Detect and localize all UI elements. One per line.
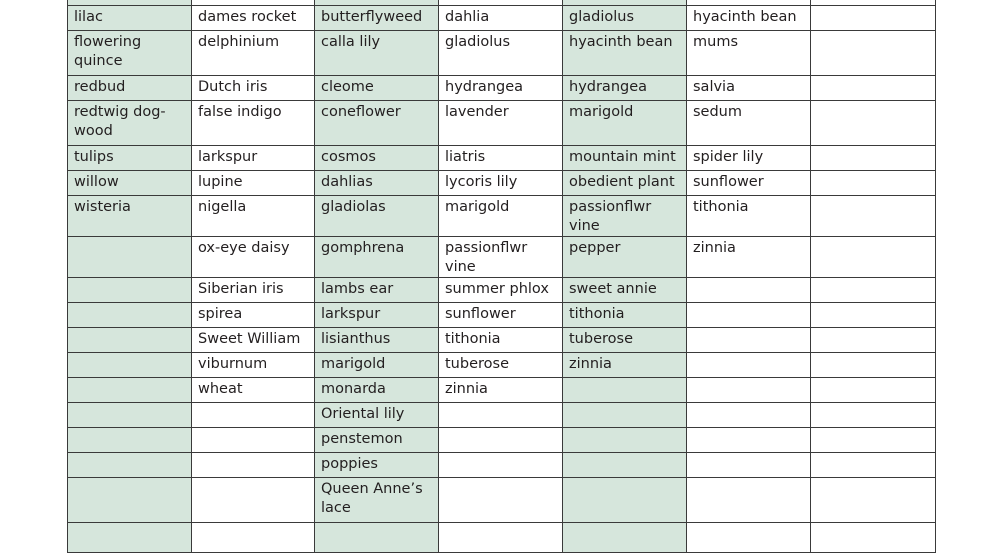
table-cell: lilac — [68, 6, 192, 31]
table-cell: sunflower — [439, 303, 563, 328]
plant-table — [67, 0, 936, 553]
table-cell: gladiolus — [563, 6, 687, 31]
table-cell — [439, 523, 563, 553]
table-cell: Sweet William — [192, 328, 315, 353]
table-cell — [563, 428, 687, 453]
table-cell: dahlias — [315, 171, 439, 196]
table-cell: dahlia — [439, 6, 563, 31]
table-cell — [687, 403, 811, 428]
table-cell — [811, 278, 936, 303]
table-cell — [687, 303, 811, 328]
table-row — [68, 237, 936, 278]
table-cell — [192, 453, 315, 478]
table-row — [68, 328, 936, 353]
table-cell: gladiolas — [315, 196, 439, 237]
table-cell — [68, 278, 192, 303]
table-cell — [687, 328, 811, 353]
table-cell: lisianthus — [315, 328, 439, 353]
table-cell: obedient plant — [563, 171, 687, 196]
table-cell — [687, 353, 811, 378]
table-cell: mums — [687, 31, 811, 76]
table-row — [68, 196, 936, 237]
table-cell — [811, 523, 936, 553]
table-cell — [68, 328, 192, 353]
table-row — [68, 278, 936, 303]
table-cell — [68, 523, 192, 553]
table-cell: hyacinth bean — [563, 31, 687, 76]
table-row — [68, 31, 936, 76]
table-cell: butterflyweed — [315, 6, 439, 31]
table-cell — [811, 171, 936, 196]
table-cell — [811, 101, 936, 146]
table-cell: calla lily — [315, 31, 439, 76]
table-cell: sweet annie — [563, 278, 687, 303]
table-cell: liatris — [439, 146, 563, 171]
table-cell — [192, 478, 315, 523]
table-cell — [811, 237, 936, 278]
table-row — [68, 523, 936, 553]
table-cell: penstemon — [315, 428, 439, 453]
table-cell: tuberose — [563, 328, 687, 353]
table-cell: hydrangea — [563, 76, 687, 101]
table-cell — [68, 453, 192, 478]
table-cell — [811, 428, 936, 453]
table-cell: lavender — [439, 101, 563, 146]
table-cell: zinnia — [687, 237, 811, 278]
table-row — [68, 101, 936, 146]
table-row — [68, 428, 936, 453]
table-cell: cleome — [315, 76, 439, 101]
table-cell: poppies — [315, 453, 439, 478]
table-row — [68, 146, 936, 171]
table-cell: marigold — [439, 196, 563, 237]
table-cell: pepper — [563, 237, 687, 278]
table-cell: delphinium — [192, 31, 315, 76]
table-cell: Oriental lily — [315, 403, 439, 428]
table-cell: larkspur — [315, 303, 439, 328]
table-cell — [563, 453, 687, 478]
table-cell — [687, 478, 811, 523]
table-cell — [192, 428, 315, 453]
table-cell — [563, 403, 687, 428]
table-cell: zinnia — [563, 353, 687, 378]
table-cell: monarda — [315, 378, 439, 403]
table-cell: nigella — [192, 196, 315, 237]
table-cell: willow — [68, 171, 192, 196]
table-cell: tulips — [68, 146, 192, 171]
table-cell: hyacinth bean — [687, 6, 811, 31]
table-cell — [811, 303, 936, 328]
table-cell: tithonia — [439, 328, 563, 353]
table-cell — [811, 328, 936, 353]
table-cell — [192, 523, 315, 553]
table-cell — [68, 378, 192, 403]
table-cell: tuberose — [439, 353, 563, 378]
table-cell — [563, 478, 687, 523]
table-cell: salvia — [687, 76, 811, 101]
table-cell — [811, 378, 936, 403]
table-cell: tithonia — [563, 303, 687, 328]
table-cell: lupine — [192, 171, 315, 196]
table-row — [68, 353, 936, 378]
table-cell: passionflwr vine — [439, 237, 563, 278]
table-cell — [439, 453, 563, 478]
table-cell — [563, 378, 687, 403]
table-cell — [68, 403, 192, 428]
plant-table-body — [68, 0, 936, 553]
table-cell: passionflwr vine — [563, 196, 687, 237]
table-cell — [811, 146, 936, 171]
table-cell — [811, 76, 936, 101]
table-cell — [687, 523, 811, 553]
table-cell — [687, 378, 811, 403]
table-cell: marigold — [563, 101, 687, 146]
table-row — [68, 76, 936, 101]
table-cell — [811, 403, 936, 428]
table-cell — [68, 237, 192, 278]
table-cell: spirea — [192, 303, 315, 328]
table-cell — [315, 523, 439, 553]
table-cell — [68, 428, 192, 453]
table-cell — [439, 428, 563, 453]
table-cell — [439, 403, 563, 428]
table-cell — [68, 353, 192, 378]
table-cell — [563, 523, 687, 553]
table-cell: false indigo — [192, 101, 315, 146]
table-cell: flowering quince — [68, 31, 192, 76]
table-cell — [68, 303, 192, 328]
table-cell: Dutch iris — [192, 76, 315, 101]
table-cell: coneflower — [315, 101, 439, 146]
table-cell: ox-eye daisy — [192, 237, 315, 278]
table-cell — [811, 478, 936, 523]
table-cell: mountain mint — [563, 146, 687, 171]
table-row — [68, 171, 936, 196]
table-row — [68, 403, 936, 428]
table-cell: gladiolus — [439, 31, 563, 76]
table-cell: wheat — [192, 378, 315, 403]
table-cell: Siberian iris — [192, 278, 315, 303]
table-cell: Queen Anne’s lace — [315, 478, 439, 523]
table-cell: gomphrena — [315, 237, 439, 278]
table-cell: lycoris lily — [439, 171, 563, 196]
table-cell: redtwig dog-wood — [68, 101, 192, 146]
table-row — [68, 453, 936, 478]
table-cell — [439, 478, 563, 523]
table-cell: sunflower — [687, 171, 811, 196]
table-cell — [687, 453, 811, 478]
table-cell: tithonia — [687, 196, 811, 237]
table-cell: spider lily — [687, 146, 811, 171]
table-cell: marigold — [315, 353, 439, 378]
table-cell: cosmos — [315, 146, 439, 171]
table-cell — [68, 478, 192, 523]
table-cell — [811, 453, 936, 478]
table-row — [68, 478, 936, 523]
table-cell: hydrangea — [439, 76, 563, 101]
table-cell: zinnia — [439, 378, 563, 403]
table-cell: larkspur — [192, 146, 315, 171]
table-cell: wisteria — [68, 196, 192, 237]
table-cell: redbud — [68, 76, 192, 101]
table-cell: dames rocket — [192, 6, 315, 31]
table-row — [68, 6, 936, 31]
table-cell: sedum — [687, 101, 811, 146]
table-cell — [811, 31, 936, 76]
table-row — [68, 378, 936, 403]
table-cell: lambs ear — [315, 278, 439, 303]
table-cell — [192, 403, 315, 428]
table-cell: summer phlox — [439, 278, 563, 303]
table-cell — [811, 6, 936, 31]
table-cell — [687, 428, 811, 453]
table-cell — [811, 353, 936, 378]
table-row — [68, 303, 936, 328]
table-cell — [811, 196, 936, 237]
table-cell: viburnum — [192, 353, 315, 378]
table-cell — [687, 278, 811, 303]
